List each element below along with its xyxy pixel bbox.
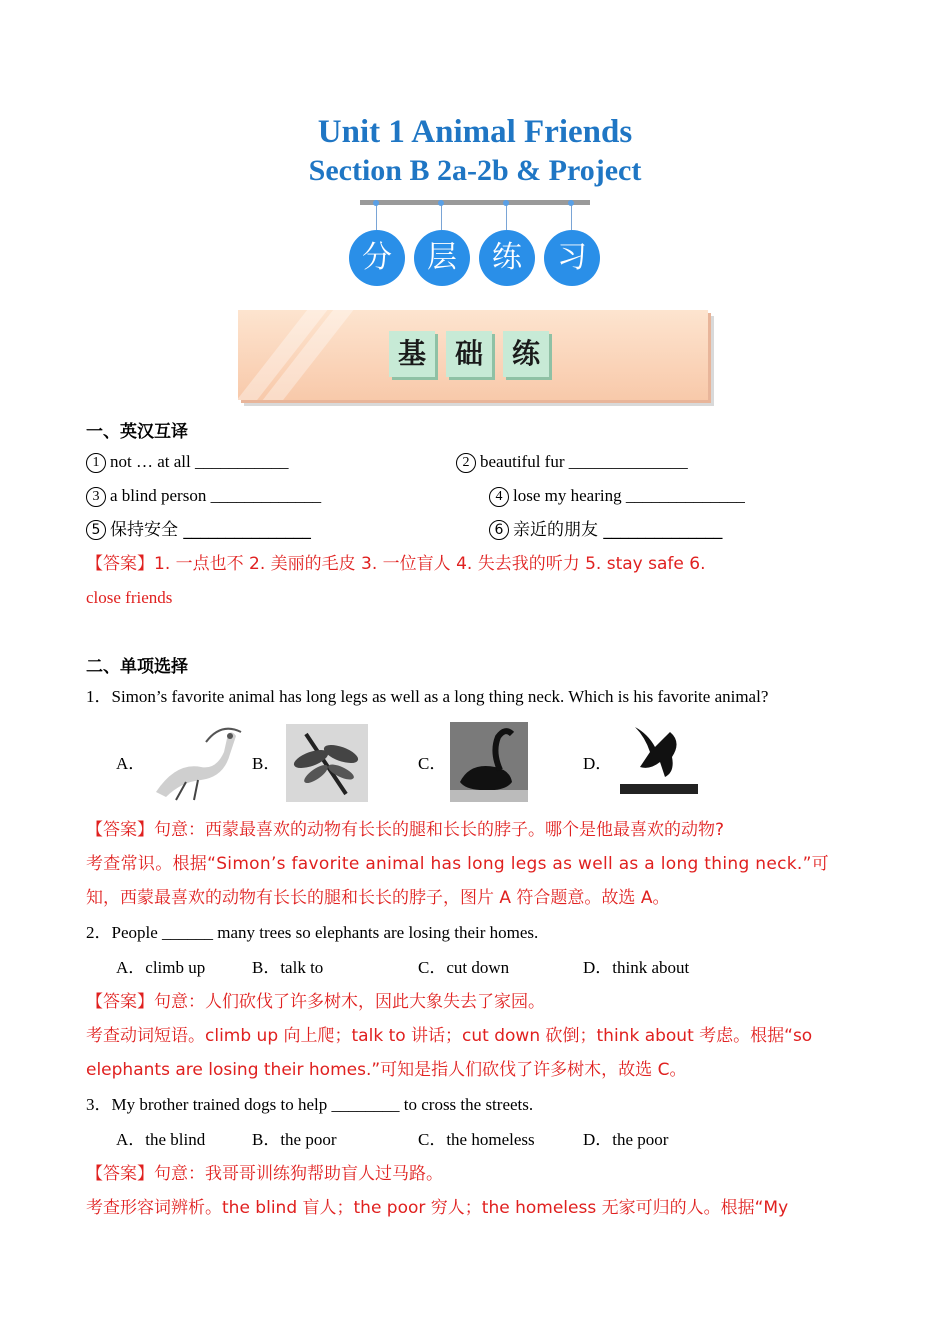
answer-line (86, 552, 705, 576)
banner-char: 础 (446, 331, 492, 377)
option-text: C．the homeless (418, 1130, 535, 1149)
answer-line: elephants are losing their homes.”可知是指人们砍伐了许多树木，故选 C。 (86, 1060, 687, 1080)
option-label: A． (116, 754, 146, 773)
banner-char: 练 (503, 331, 549, 377)
option-text: D．the poor (583, 1130, 669, 1149)
answer-line (86, 818, 724, 842)
answer-text: 句意：人们砍伐了许多树木，因此大象失去了家园。 (154, 992, 545, 1012)
answer-line: 知，西蒙最喜欢的动物有长长的腿和长长的脖子，图片 A 符合题意。故选 A。 (86, 888, 670, 908)
item-number: 4 (489, 487, 509, 507)
item-number: 5 (86, 520, 106, 540)
item-text: 保持安全 _______________ (110, 520, 311, 540)
option-text: A．the blind (116, 1130, 206, 1149)
circle-char: 练 (479, 230, 535, 286)
item-number: 6 (489, 520, 509, 540)
answer-line: 考查动词短语。climb up 向上爬；talk to 讲话；cut down 砍倒；think about 考虑。根据“so (86, 1026, 813, 1046)
option-text: B．talk to (252, 958, 324, 977)
answer-line: 考查形容词辨析。the blind 盲人；the poor 穷人；the homeless 无家可归的人。根据“My (86, 1198, 789, 1218)
item-number: 1 (86, 453, 106, 473)
answer-label: 【答案】 (86, 820, 154, 840)
answer-text: 1. 一点也不 2. 美丽的毛皮 3. 一位盲人 4. 失去我的听力 5. stay safe 6. (154, 554, 706, 574)
decor-bar (360, 200, 590, 205)
crane-image (146, 722, 244, 802)
page-subtitle: Section B 2a-2b & Project (308, 154, 642, 187)
vocab-item (86, 450, 288, 474)
section1-heading: 一、英汉互译 (86, 422, 188, 442)
question-stem: 3．My brother trained dogs to help ________ to cross the streets. (86, 1095, 534, 1114)
option-label: B． (252, 754, 281, 773)
eagle-image (620, 722, 698, 798)
circle-char: 习 (544, 230, 600, 286)
item-text: lose my hearing ______________ (513, 486, 745, 505)
answer-label: 【答案】 (86, 992, 154, 1012)
decor-dot (438, 200, 444, 206)
decor-pin (441, 204, 442, 230)
section2-heading: 二、单项选择 (86, 657, 188, 677)
circle-char: 层 (414, 230, 470, 286)
question-stem: 1．Simon’s favorite animal has long legs as well as a long thing neck. Which is his favorite animal? (86, 687, 769, 706)
vocab-item (86, 484, 321, 508)
vocab-item (456, 450, 688, 474)
answer-line: 考查常识。根据“Simon’s favorite animal has long legs as well as a long thing neck.”可 (86, 854, 829, 874)
answer-label: 【答案】 (86, 1164, 154, 1184)
decor-dot (568, 200, 574, 206)
item-text: not … at all ___________ (110, 452, 289, 471)
decor-dot (373, 200, 379, 206)
dragonfly-image (286, 724, 368, 802)
option-label: C． (418, 754, 447, 773)
option-text: D．think about (583, 958, 690, 977)
option-text: C．cut down (418, 958, 510, 977)
vocab-item (489, 518, 722, 542)
banner-char: 基 (389, 331, 435, 377)
swan-image (450, 722, 528, 802)
item-text: 亲近的朋友 ______________ (513, 520, 723, 540)
option-text: A．climb up (116, 958, 206, 977)
decor-dot (503, 200, 509, 206)
answer-text: 句意：我哥哥训练狗帮助盲人过马路。 (154, 1164, 443, 1184)
item-number: 3 (86, 487, 106, 507)
page-title: Unit 1 Animal Friends (317, 114, 633, 150)
vocab-item (86, 518, 311, 542)
answer-label: 【答案】 (86, 554, 154, 574)
option-text: B．the poor (252, 1130, 337, 1149)
question-stem: 2．People ______ many trees so elephants are losing their homes. (86, 923, 539, 942)
decor-pin (571, 204, 572, 230)
item-text: a blind person _____________ (110, 486, 322, 505)
answer-text: 句意：西蒙最喜欢的动物有长长的腿和长长的脖子。哪个是他最喜欢的动物? (154, 820, 725, 840)
item-text: beautiful fur ______________ (480, 452, 688, 471)
answer-line: close friends (86, 588, 173, 607)
item-number: 2 (456, 453, 476, 473)
decor-pin (506, 204, 507, 230)
vocab-item (489, 484, 745, 508)
answer-line (86, 990, 545, 1014)
answer-line (86, 1162, 443, 1186)
decor-pin (376, 204, 377, 230)
circle-char: 分 (349, 230, 405, 286)
option-label: D． (583, 754, 613, 773)
